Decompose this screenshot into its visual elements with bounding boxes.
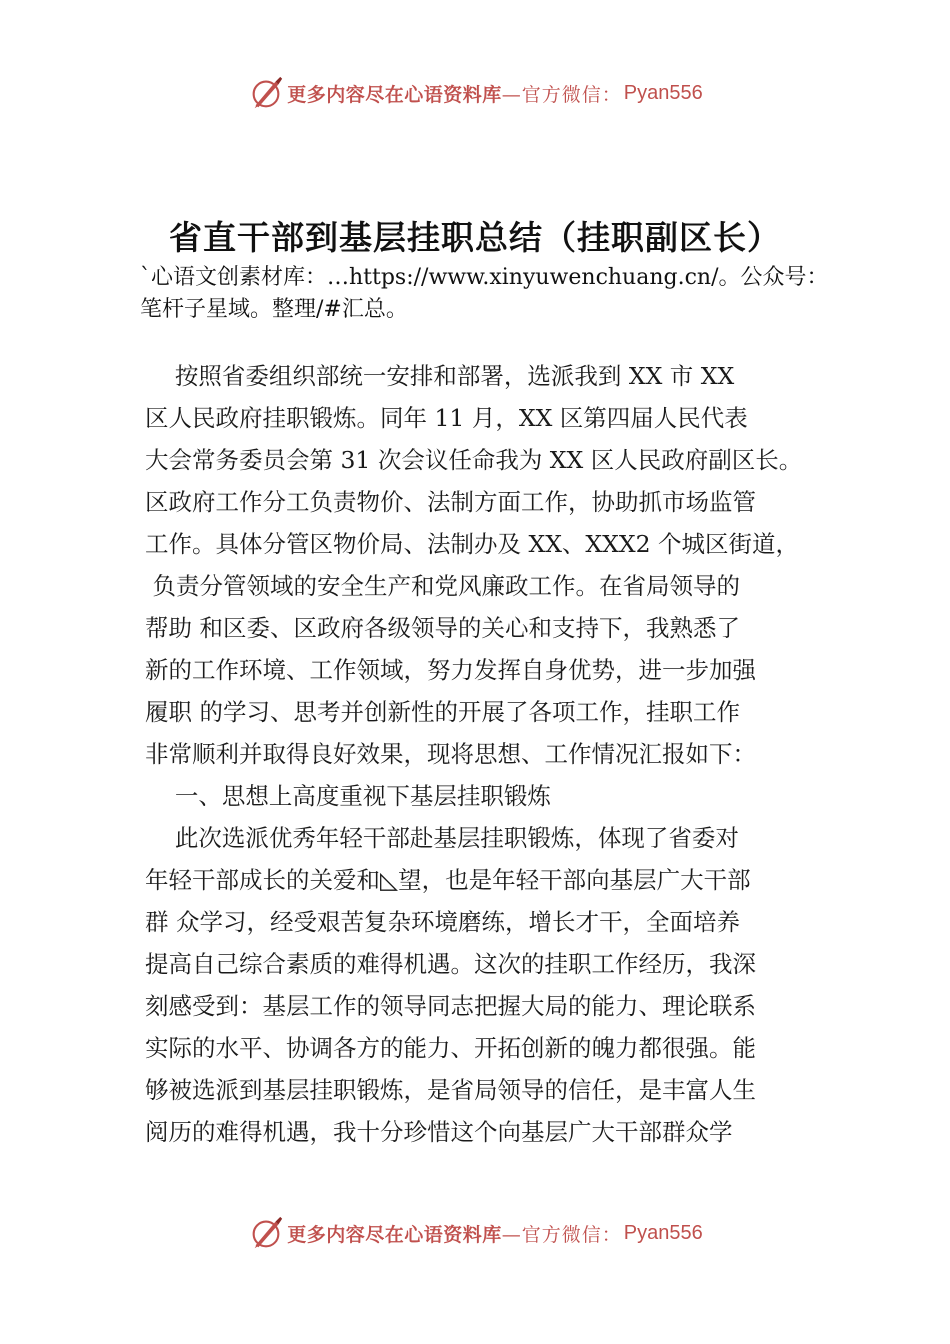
body-line: 帮助 和区委、区政府各级领导的关心和支持下，我熟悉了 <box>145 614 740 642</box>
body-line: 按照省委组织部统一安排和部署，选派我到 XX 市 XX <box>145 362 735 390</box>
body-line: 此次选派优秀年轻干部赴基层挂职锻炼，体现了省委对 <box>145 824 739 852</box>
document-title: 省直干部到基层挂职总结（挂职副区长） <box>169 218 781 257</box>
footer-banner <box>0 1211 950 1255</box>
body-line: 工作。具体分管区物价局、法制办及 XX、XXX2 个城区街道， <box>145 530 800 558</box>
body-line: 新的工作环境、工作领域，努力发挥自身优势，进一步加强 <box>145 656 756 684</box>
body-line: 履职 的学习、思考并创新性的开展了各项工作，挂职工作 <box>145 698 740 726</box>
pen-logo-icon <box>247 74 285 112</box>
body-line: 年轻干部成长的关爱和◺望，也是年轻干部向基层广大干部 <box>145 866 751 894</box>
banner-wechat-label: —官方微信： <box>501 1223 622 1246</box>
body-line: 实际的水平、协调各方的能力、开拓创新的魄力都很强。能 <box>145 1034 756 1062</box>
pen-logo-icon <box>247 1214 285 1252</box>
body-line: 刻感受到：基层工作的领导同志把握大局的能力、理论联系 <box>145 992 756 1020</box>
body-line: 负责分管领域的安全生产和党风廉政工作。在省局领导的 <box>145 572 740 600</box>
body-line: 区人民政府挂职锻炼。同年 11 月，XX 区第四届人民代表 <box>145 404 748 432</box>
body-line: 大会常务委员会第 31 次会议任命我为 XX 区人民政府副区长。 <box>145 446 803 474</box>
banner-wechat-label: —官方微信： <box>501 83 622 106</box>
banner-wechat-id: Pyan556 <box>623 81 703 104</box>
banner-main-text: 更多内容尽在心语资料库 <box>287 83 502 106</box>
header-banner <box>0 71 950 115</box>
body-line: 区政府工作分工负责物价、法制方面工作，协助抓市场监管 <box>145 488 756 516</box>
body-line: 一、思想上高度重视下基层挂职锻炼 <box>145 782 551 810</box>
body-line: 够被选派到基层挂职锻炼，是省局领导的信任，是丰富人生 <box>145 1076 756 1104</box>
body-line: 非常顺利并取得良好效果，现将思想、工作情况汇报如下： <box>145 740 756 768</box>
banner-wechat-id: Pyan556 <box>623 1221 703 1244</box>
source-note: `心语文创素材库：…https://www.xinyuwenchuang.cn/。公众号：笔杆子星域。整理/#汇总。 <box>140 265 829 322</box>
banner-main-text: 更多内容尽在心语资料库 <box>287 1223 502 1246</box>
body-line: 提高自己综合素质的难得机遇。这次的挂职工作经历，我深 <box>145 950 756 978</box>
body-line: 群 众学习，经受艰苦复杂环境磨练，增长才干，全面培养 <box>145 908 740 936</box>
body-line: 阅历的难得机遇，我十分珍惜这个向基层广大干部群众学 <box>145 1118 733 1146</box>
